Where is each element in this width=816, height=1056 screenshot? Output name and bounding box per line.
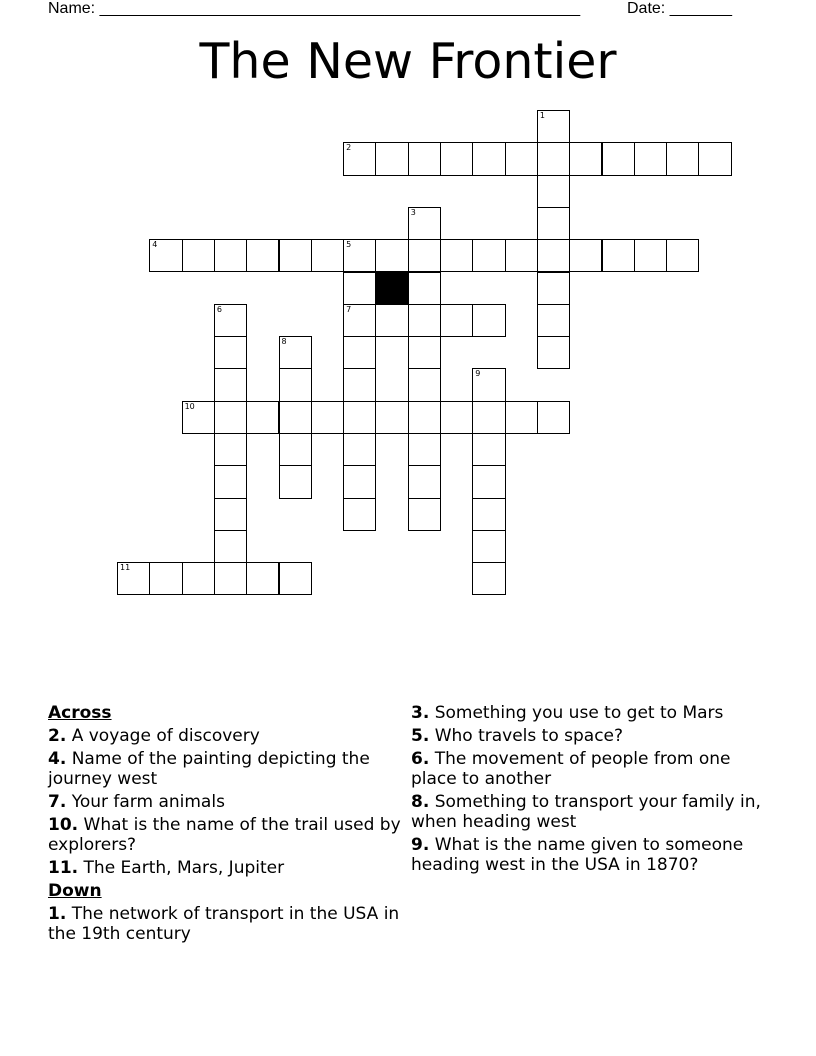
grid-cell[interactable] (472, 401, 505, 434)
grid-cell[interactable] (246, 401, 279, 434)
clue-number: 4. (48, 749, 67, 769)
grid-cell[interactable] (505, 401, 538, 434)
grid-cell[interactable] (214, 433, 247, 466)
cell-number: 2 (346, 143, 352, 153)
grid-cell[interactable] (472, 368, 505, 401)
clues-left-column (48, 703, 408, 947)
clue-number: 1. (48, 904, 67, 924)
clue-number: 10. (48, 815, 79, 835)
grid-cell[interactable] (537, 304, 570, 337)
grid-cell[interactable] (602, 142, 635, 175)
clue-number: 11. (48, 858, 79, 878)
grid-cell[interactable] (214, 530, 247, 563)
grid-cell[interactable] (408, 207, 441, 240)
grid-cell[interactable] (343, 465, 376, 498)
grid-cell[interactable] (214, 401, 247, 434)
grid-cell[interactable] (279, 336, 312, 369)
grid-cell[interactable] (214, 498, 247, 531)
grid-cell[interactable] (214, 239, 247, 272)
grid-cell[interactable] (408, 336, 441, 369)
grid-cell[interactable] (279, 368, 312, 401)
clue-text: Something to transport your family in, when heading west (411, 792, 761, 832)
clue-down-1 (48, 904, 408, 944)
cell-number: 4 (152, 240, 158, 250)
grid-cell[interactable] (246, 239, 279, 272)
grid-cell[interactable] (182, 239, 215, 272)
grid-cell[interactable] (408, 142, 441, 175)
grid-cell[interactable] (408, 368, 441, 401)
clue-across-2 (48, 726, 408, 746)
grid-cell[interactable] (246, 562, 279, 595)
cell-number: 11 (120, 563, 131, 573)
grid-cell[interactable] (375, 142, 408, 175)
clue-text: The network of transport in the USA in the 19th century (48, 904, 400, 944)
grid-cell[interactable] (537, 239, 570, 272)
grid-cell[interactable] (472, 304, 505, 337)
grid-cell[interactable] (472, 465, 505, 498)
name-field-label: Name: ______________________________________________________ (48, 0, 581, 17)
cell-number: 7 (346, 304, 352, 314)
clue-down-3 (411, 703, 771, 723)
grid-cell[interactable] (666, 142, 699, 175)
grid-cell[interactable] (279, 433, 312, 466)
grid-cell[interactable] (343, 433, 376, 466)
grid-cell[interactable] (149, 562, 182, 595)
cell-number: 8 (281, 337, 287, 347)
clue-across-7 (48, 792, 408, 812)
grid-cell[interactable] (343, 401, 376, 434)
clue-across-4 (48, 749, 408, 789)
grid-cell[interactable] (634, 239, 667, 272)
grid-cell[interactable] (279, 465, 312, 498)
clue-text: What is the name of the trail used by explorers? (48, 815, 401, 855)
grid-cell[interactable] (279, 562, 312, 595)
across-heading: Across (48, 703, 112, 723)
grid-cell[interactable] (537, 207, 570, 240)
grid-cell[interactable] (505, 239, 538, 272)
grid-cell[interactable] (408, 465, 441, 498)
grid-cell[interactable] (440, 239, 473, 272)
grid-cell[interactable] (311, 239, 344, 272)
grid-cell[interactable] (634, 142, 667, 175)
grid-cell[interactable] (214, 368, 247, 401)
clue-number: 5. (411, 726, 430, 746)
grid-cell[interactable] (408, 498, 441, 531)
grid-cell[interactable] (375, 401, 408, 434)
grid-cell[interactable] (343, 142, 376, 175)
grid-cell[interactable] (472, 498, 505, 531)
cell-number: 6 (216, 304, 222, 314)
grid-cell[interactable] (375, 304, 408, 337)
clue-text: Something you use to get to Mars (434, 703, 724, 723)
grid-cell[interactable] (343, 239, 376, 272)
grid-cell[interactable] (408, 304, 441, 337)
page-title: The New Frontier (199, 33, 617, 90)
grid-cell[interactable] (375, 239, 408, 272)
clue-down-6 (411, 749, 771, 789)
clue-across-10 (48, 815, 408, 855)
grid-cell[interactable] (343, 304, 376, 337)
grid-cell[interactable] (537, 336, 570, 369)
clue-text: The movement of people from one place to another (411, 749, 731, 789)
clue-number: 2. (48, 726, 67, 746)
clue-text: The Earth, Mars, Jupiter (83, 858, 285, 878)
grid-cell[interactable] (279, 401, 312, 434)
clue-down-5 (411, 726, 771, 746)
grid-cell[interactable] (537, 401, 570, 434)
grid-block (375, 272, 408, 305)
grid-cell[interactable] (440, 401, 473, 434)
grid-cell[interactable] (537, 142, 570, 175)
clue-down-8 (411, 792, 771, 832)
grid-cell[interactable] (602, 239, 635, 272)
grid-cell[interactable] (537, 110, 570, 143)
grid-cell[interactable] (343, 272, 376, 305)
grid-cell[interactable] (472, 142, 505, 175)
grid-cell[interactable] (343, 336, 376, 369)
clue-across-11 (48, 858, 408, 878)
grid-cell[interactable] (472, 530, 505, 563)
grid-cell[interactable] (279, 239, 312, 272)
grid-cell[interactable] (472, 433, 505, 466)
cell-number: 10 (184, 401, 195, 411)
grid-cell[interactable] (408, 401, 441, 434)
grid-cell[interactable] (537, 175, 570, 208)
grid-cell[interactable] (408, 239, 441, 272)
grid-cell[interactable] (505, 142, 538, 175)
grid-cell[interactable] (408, 433, 441, 466)
cell-number: 9 (475, 369, 481, 379)
grid-cell[interactable] (214, 336, 247, 369)
grid-cell[interactable] (440, 304, 473, 337)
grid-cell[interactable] (214, 465, 247, 498)
grid-cell[interactable] (569, 239, 602, 272)
grid-cell[interactable] (569, 142, 602, 175)
grid-cell[interactable] (440, 142, 473, 175)
grid-cell[interactable] (698, 142, 731, 175)
clue-number: 8. (411, 792, 430, 812)
clues-right-column (411, 703, 771, 878)
clue-number: 9. (411, 835, 430, 855)
grid-cell[interactable] (117, 562, 150, 595)
clue-down-9 (411, 835, 771, 875)
grid-cell[interactable] (182, 562, 215, 595)
clue-text: A voyage of discovery (71, 726, 260, 746)
clue-text: Your farm animals (71, 792, 225, 812)
grid-cell[interactable] (214, 304, 247, 337)
grid-cell[interactable] (182, 401, 215, 434)
clue-number: 7. (48, 792, 67, 812)
grid-cell[interactable] (537, 272, 570, 305)
grid-cell[interactable] (214, 562, 247, 595)
grid-cell[interactable] (666, 239, 699, 272)
clue-number: 3. (411, 703, 430, 723)
cell-number: 1 (539, 111, 545, 120)
cell-number: 3 (410, 207, 416, 217)
cell-number: 5 (346, 240, 352, 250)
clue-text: Who travels to space? (434, 726, 624, 746)
down-heading: Down (48, 881, 102, 901)
clue-number: 6. (411, 749, 430, 769)
clue-text: Name of the painting depicting the journey west (48, 749, 370, 789)
grid-cell[interactable] (343, 368, 376, 401)
grid-cell[interactable] (472, 239, 505, 272)
clue-text: What is the name given to someone heading west in the USA in 1870? (411, 835, 744, 875)
grid-cell[interactable] (311, 401, 344, 434)
grid-cell[interactable] (408, 272, 441, 305)
grid-cell[interactable] (149, 239, 182, 272)
grid-cell[interactable] (472, 562, 505, 595)
date-field-label: Date: _______ (627, 0, 732, 17)
grid-cell[interactable] (343, 498, 376, 531)
